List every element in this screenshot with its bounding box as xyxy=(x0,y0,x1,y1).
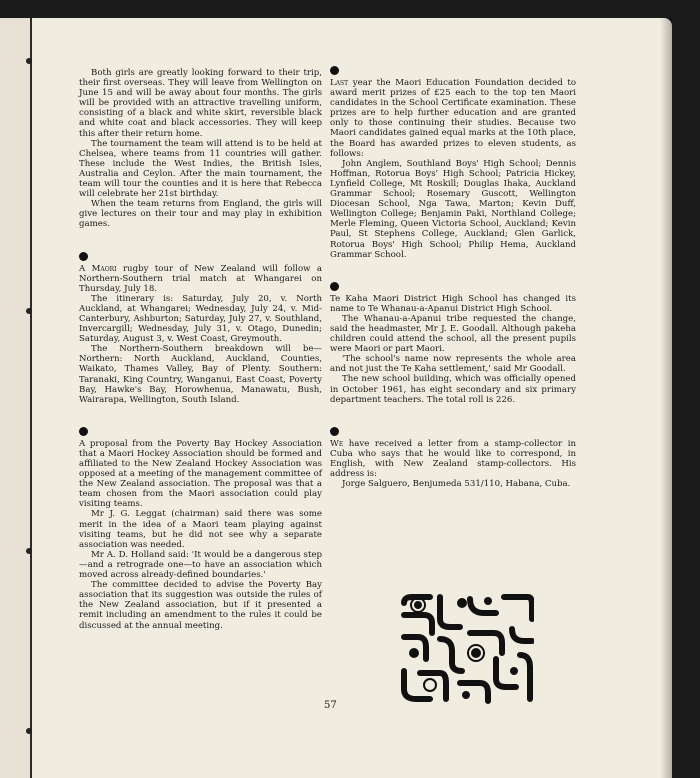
school-paragraph: 'The school's name now represents the whole area and not just the Te Kaha settlement,' said Mr Goodall. xyxy=(330,354,576,375)
section-bullet-icon xyxy=(79,427,88,436)
netball-paragraph: When the team returns from England, the girls will give lectures on their tour and may play in exhibition games. xyxy=(79,199,322,230)
rugby-paragraph: The Northern-Southern breakdown will be— Northern: North Auckland, Auckland, Counties, Waikato, Thames Valley, Bay of Plenty. Southern: Taranaki, King Country, Wanganui, East Coast, Poverty Bay, Hawke's Bay, Horowhenua, Manawatu, Bush, Wairarapa, Wellington, South Island. xyxy=(79,344,322,405)
right-column xyxy=(330,66,576,489)
netball-paragraph: Both girls are greatly looking forward to their trip, their first overseas. They will leave from Wellington on June 15 and will be away about four months. The girls will be provided with an attractive travelling uniform, consisting of a black and white skirt, reversible black and white coat and black accessories. They will keep this after their return home. xyxy=(79,68,322,139)
hockey-paragraph: The committee decided to advise the Poverty Bay association that its suggestion was outside the rules of the New Zealand association, but if it presented a remit including an amendment to the rules it could be discussed at the annual meeting. xyxy=(79,580,322,631)
rugby-lead-text: rugby tour of New Zealand will follow a Northern-Southern trial match at Whangarei on Thursday, July 18. xyxy=(79,263,322,294)
education-lead-text: year the Maori Education Foundation decided to award merit prizes of £25 each to the top ten Maori candidates in the School Certificate examination. These prizes are to help further education and are granted only to those continuing their studies. Because two Maori candidates gained equal marks at the 10th place, the Board has awarded prizes to eleven students, as follows: xyxy=(330,78,576,159)
education-lead-paragraph xyxy=(330,78,576,159)
rugby-lead-caps: A Maori xyxy=(79,263,117,274)
stamp-lead-paragraph xyxy=(330,439,576,479)
school-paragraph: The Whanau-a-Apanui tribe requested the change, said the headmaster, Mr J. E. Goodall. Although pakeha children could attend the school, all the present pupils were Maori or part Maori. xyxy=(330,313,576,355)
binding-mark xyxy=(26,728,32,734)
stamp-address: Jorge Salguero, Benjumeda 531/110, Habana, Cuba. xyxy=(342,479,571,490)
binding-mark xyxy=(26,308,32,314)
rugby-lead-paragraph xyxy=(79,264,322,294)
page-number: 57 xyxy=(324,700,337,711)
school-paragraph: Te Kaha Maori District High School has changed its name to Te Whanau-a-Apanui District High School. xyxy=(330,293,576,314)
previous-page-edge xyxy=(0,18,32,778)
education-lead-caps: Last xyxy=(330,78,349,88)
section-bullet-icon xyxy=(330,282,339,291)
magazine-page xyxy=(0,18,672,778)
binding-mark xyxy=(26,548,32,554)
prize-winners-list: John Anglem, Southland Boys' High School; Dennis Hoffman, Rotorua Boys' High School; Patricia Hickey, Lynfield College, Mt Roskill; Douglas Ihaka, Auckland Grammar School; Rosemary Guscott, Wellington Diocesan School, Nga Tawa, Marton; Kevin Duff, Wellington College; Benjamin Paki, Northland College; Merle Fleming, Queen Victoria School, Auckland; Kevin Paul, St Stephens College, Auckland; Glen Garlick, Rotorua Boys' High School; Philip Hema, Auckland Grammar School. xyxy=(330,158,576,260)
binding-mark xyxy=(26,58,32,64)
hockey-paragraph: A proposal from the Poverty Bay Hockey Association that a Maori Hockey Association should be formed and affiliated to the New Zealand Hockey Association was opposed at a meeting of the management committee of the New Zealand association. The proposal was that a team chosen from the Maori association could play visiting teams. xyxy=(79,438,322,510)
rugby-paragraph: The itinerary is: Saturday, July 20, v. North Auckland, at Whangarei; Wednesday, July 24, v. Mid-Canterbury, Ashburton; Saturday, July 27, v. Southland, Invercargill; Wednesday, July 31, v. Otago, Dunedin; Saturday, August 3, v. West Coast, Greymouth. xyxy=(79,293,322,345)
school-paragraph: The new school building, which was officially opened in October 1961, has eight secondary and six primary department teachers. The total roll is 226. xyxy=(330,374,576,405)
maori-pattern-emblem-icon xyxy=(400,593,534,705)
hockey-paragraph: Mr J. G. Leggat (chairman) said there was some merit in the idea of a Maori team playing against visiting teams, but he did not see why a separate association was needed. xyxy=(79,509,322,550)
page-edge-shadow xyxy=(660,18,672,778)
section-bullet-icon xyxy=(79,252,88,261)
netball-paragraph: The tournament the team will attend is to be held at Chelsea, where teams from 11 countries will gather. These include the West Indies, the British Isles, Australia and Ceylon. After the main tournament, the team will tour the counties and it is here that Rebecca will celebrate her 21st birthday. xyxy=(79,138,322,200)
left-column xyxy=(79,68,322,631)
stamp-lead-caps: We xyxy=(330,438,344,449)
section-bullet-icon xyxy=(330,66,339,75)
hockey-paragraph: Mr A. D. Holland said: 'It would be a dangerous step—and a retrograde one—to have an association which moved across already-defined boundaries.' xyxy=(79,549,322,581)
stamp-lead-text: have received a letter from a stamp-collector in Cuba who says that he would like to correspond, in English, with New Zealand stamp-collectors. His address is: xyxy=(330,438,576,479)
section-bullet-icon xyxy=(330,427,339,436)
